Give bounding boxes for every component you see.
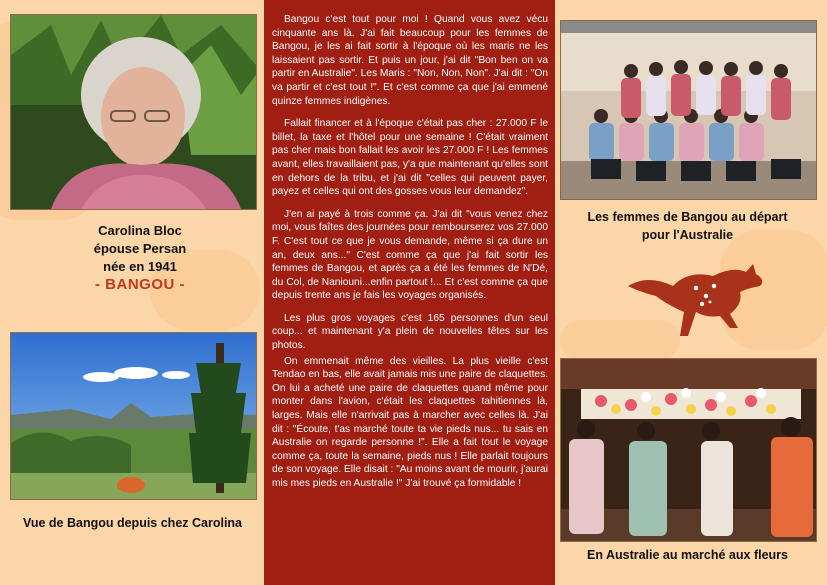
market-caption: En Australie au marché aux fleurs bbox=[586, 548, 788, 562]
portrait-caption bbox=[30, 222, 250, 294]
paragraph: Fallait financer et à l'époque c'était pas cher : 27.000 F le billet, la taxe et l'hôtel pour une semaine ! C'était vraiment pas cher mais bon fallait les avoir les 27.000 F ! Les femmes avant, elles travaillaient pas, y'a que maintenant qu'elles sont en dehors de la tribu, et j'ai dit "celles qui peuvent payer, payez et celles qui ont des gosses vous leur demandez". bbox=[272, 118, 548, 198]
portrait-photo bbox=[10, 14, 257, 210]
group-caption-line1: Les femmes de Bangou au départ bbox=[587, 210, 788, 224]
paragraph: J'en ai payé à trois comme ça. J'ai dit "vous venez chez moi, vous faîtes des journées pour rembourserez vos 27.000 F. C'est tout ce que je vous demande, même si ça dure un an, deux ans..." C'est comme ça que j'ai fait sortir les femmes de Bangou, et après ça a été les femmes de N'Dé, du Col, de Naniouni...enfin partout !... Et c'est comme ça que depuis trente ans je fais les voyages organisés. bbox=[272, 208, 548, 302]
portrait-caption-place: - BANGOU - bbox=[95, 276, 185, 293]
group-caption-line2: pour l'Australie bbox=[641, 228, 734, 242]
paragraph: Les plus gros voyages c'est 165 personnes d'un seul coup... et maintenant y'a plein de nouvelles têtes sur les photos. bbox=[272, 312, 548, 352]
paragraph: Bangou c'est tout pour moi ! Quand vous avez vécu cinquante ans là. J'ai fait beaucoup pour les femmes de Bangou, je les ai fait sortir à l'époque où les maris ne les laissaient pas sortir. Et puis un jour, j'ai dit "Bon ben on va partir en Australie". Les Maris : "Non, Non, Non". J'ai dit : "On va partir et c'est tout !". Et c'est comme ça que j'ai emmené quinze femmes indigènes. bbox=[272, 14, 548, 107]
portrait-caption-name: Carolina Bloc bbox=[98, 223, 182, 238]
portrait-caption-birth: née en 1941 bbox=[103, 259, 177, 274]
interview-text bbox=[272, 13, 548, 491]
landscape-photo bbox=[10, 332, 257, 500]
portrait-caption-married-name: épouse Persan bbox=[93, 241, 187, 256]
landscape-caption: Vue de Bangou depuis chez Carolina bbox=[22, 516, 243, 530]
paragraph: On emmenait même des vieilles. La plus vieille c'est Tendao en bas, elle avait jamais mis une paire de claquettes. On lui a acheté une paire de claquettes quand même pour monter dans l'avion, c'était les claquettes tahitiennes là, larges. Mais elle n'arrivait pas à marcher avec celles là. J'ai dit : "Écoute, t'as marché toute ta vie pieds nus... tu sais en Australie on regarde personne !". Elle a fait tout le voyage comme ça, toute la semaine, pieds nus ! Elle parlait toujours de son voyage. Elle disait : "Au moins avant de mourir, j'aurai mis mes pieds en Australie !" J'ai trouvé ça formidable ! bbox=[272, 355, 548, 489]
flower-market-photo bbox=[560, 358, 817, 542]
kangaroo-icon bbox=[618, 256, 768, 340]
group-departure-photo bbox=[560, 20, 817, 200]
group-caption bbox=[560, 208, 815, 244]
